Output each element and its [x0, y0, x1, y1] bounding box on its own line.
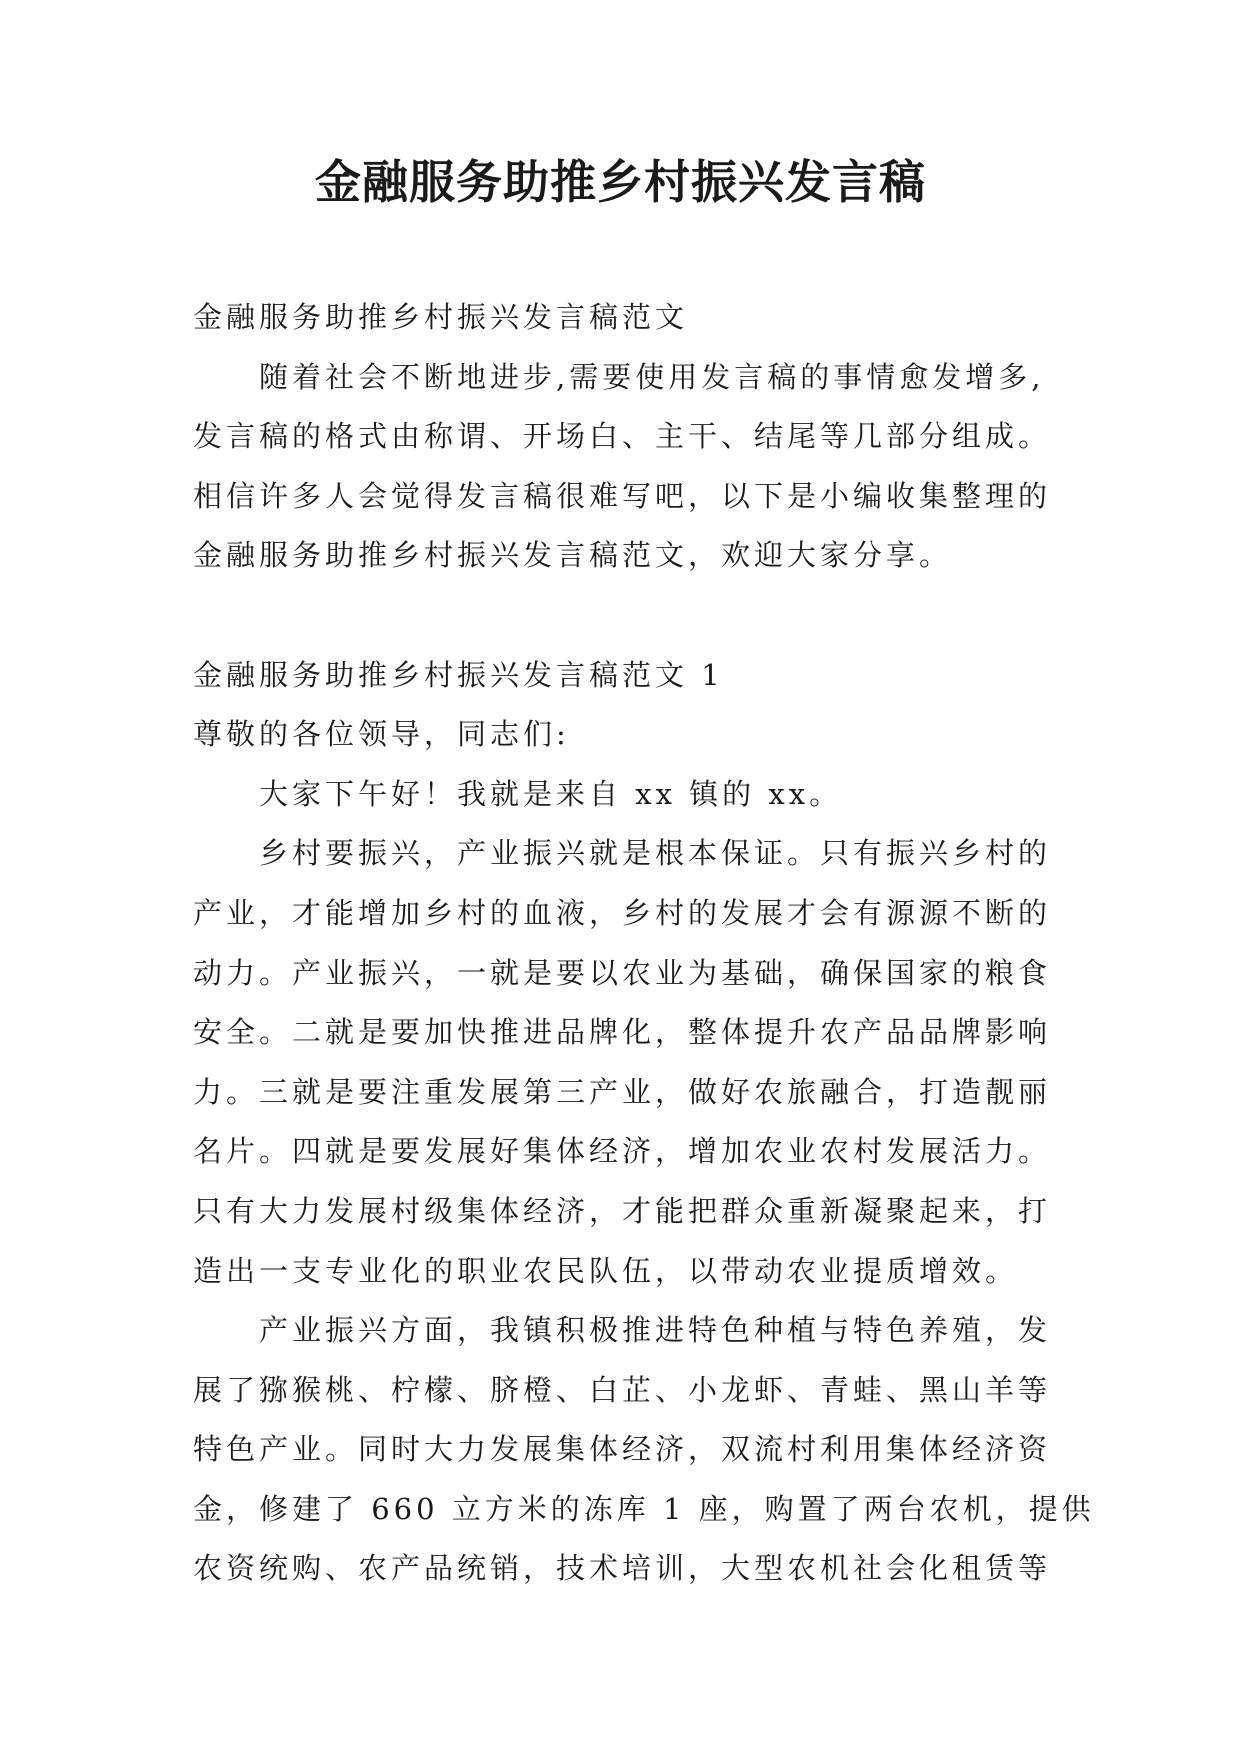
paragraph-line: 名片。四就是要发展好集体经济，增加农业农村发展活力。: [193, 1134, 1052, 1169]
paragraph-line: 特色产业。同时大力发展集体经济，双流村利用集体经济资: [193, 1432, 1052, 1467]
paragraph-line: 金，修建了 660 立方米的冻库 1 座，购置了两台农机，提供: [193, 1491, 1095, 1526]
document-title: 金融服务助推乡村振兴发言稿: [315, 155, 926, 209]
greeting-line: 大家下午好！我就是来自 xx 镇的 xx。: [259, 776, 843, 811]
paragraph-line: 展了猕猴桃、柠檬、脐橙、白芷、小龙虾、青蛙、黑山羊等: [193, 1372, 1052, 1407]
paragraph-line: 产业振兴方面，我镇积极推进特色种植与特色养殖，发: [259, 1313, 1052, 1348]
paragraph-line: 只有大力发展村级集体经济，才能把群众重新凝聚起来，打: [193, 1193, 1052, 1228]
paragraph-line: 造出一支专业化的职业农民队伍，以带动农业提质增效。: [193, 1253, 1019, 1288]
paragraph-line: 乡村要振兴，产业振兴就是根本保证。只有振兴乡村的: [259, 836, 1052, 871]
blank-line: [193, 586, 1073, 646]
paragraph-line: 安全。二就是要加快推进品牌化，整体提升农产品品牌影响: [193, 1015, 1052, 1050]
paragraph-line: 金融服务助推乡村振兴发言稿范文，欢迎大家分享。: [193, 538, 953, 573]
paragraph-line: 动力。产业振兴，一就是要以农业为基础，确保国家的粮食: [193, 955, 1052, 990]
section-heading-sample-1: 金融服务助推乡村振兴发言稿范文 1: [193, 657, 724, 692]
paragraph-line: 发言稿的格式由称谓、开场白、主干、结尾等几部分组成。: [193, 419, 1052, 454]
document-body: [193, 288, 1095, 1599]
section-heading-intro: 金融服务助推乡村振兴发言稿范文: [193, 300, 689, 334]
paragraph-line: 随着社会不断地进步,需要使用发言稿的事情愈发增多,: [259, 359, 1045, 394]
paragraph-line: 力。三就是要注重发展第三产业，做好农旅融合，打造靓丽: [193, 1074, 1052, 1109]
paragraph-line: 相信许多人会觉得发言稿很难写吧，以下是小编收集整理的: [193, 478, 1052, 513]
salutation: 尊敬的各位领导，同志们:: [193, 717, 570, 752]
paragraph-line: 农资统购、农产品统销，技术培训，大型农机社会化租赁等: [193, 1551, 1052, 1586]
paragraph-line: 产业，才能增加乡村的血液，乡村的发展才会有源源不断的: [193, 895, 1052, 930]
